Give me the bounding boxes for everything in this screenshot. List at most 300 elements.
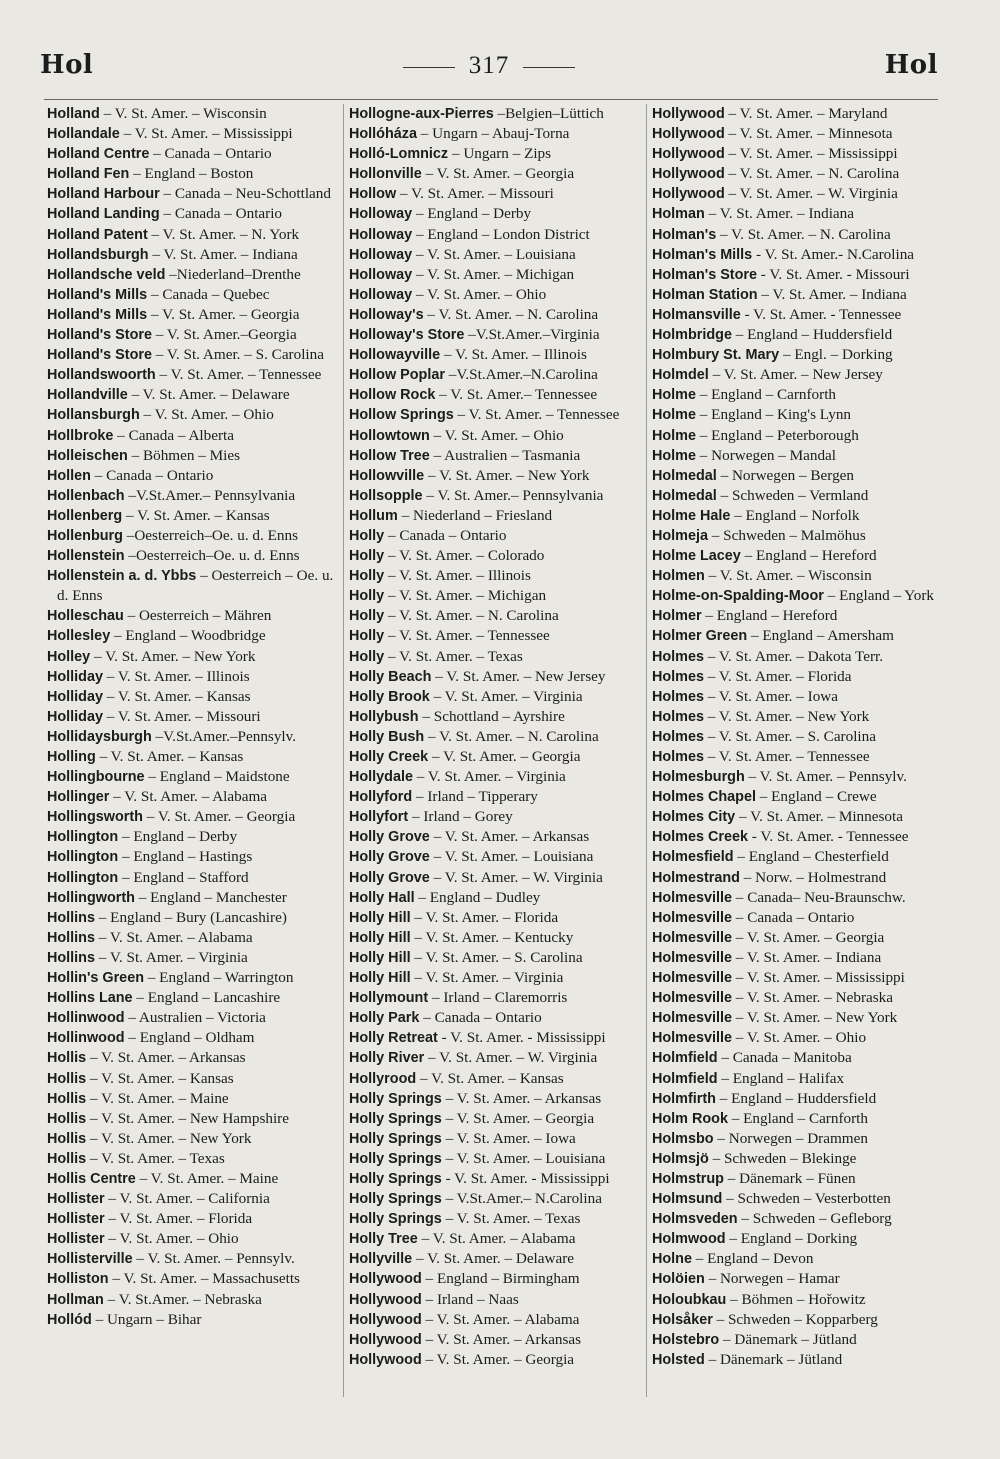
gazetteer-entry [349,426,645,446]
entry-location: – V. St. Amer. – Massachusetts [112,1270,300,1288]
entry-placename: Hollow Rock [349,387,436,404]
entry-placename: Holland Harbour [47,186,160,203]
entry-placename: Hollandswoorth [47,367,156,384]
entry-placename: Holmes [652,708,704,725]
entry-location: – V. St. Amer. – New York [707,707,870,725]
gazetteer-entry [349,245,645,265]
entry-location: – V. St. Amer. – Florida [414,908,559,926]
entry-placename: Holmer Green [652,628,748,645]
entry-placename: Hollód [47,1311,92,1328]
entry-location: - V. St. Amer. - Mississippi [441,1029,606,1047]
entry-placename: Holmes [652,648,704,665]
gazetteer-entry [652,1048,948,1068]
entry-location: – V. St. Amer. – Illinois [443,346,587,364]
gazetteer-entry [652,325,948,345]
entry-placename: Hollbroke [47,427,114,444]
gazetteer-entry [349,586,645,606]
entry-location: - V. St. Amer. - Tennessee [751,828,909,846]
entry-location: – Norwegen – Bergen [720,466,854,484]
entry-placename: Hollesley [47,628,111,645]
gazetteer-entry [349,687,645,707]
entry-placename: Holland's Store [47,327,152,344]
gazetteer-entry [47,385,343,405]
entry-placename: Hollisterville [47,1251,133,1268]
entry-placename: Holland [47,106,100,122]
entry-location: – V. St. Amer. – N. Carolina [387,607,559,625]
gazetteer-entry [349,1310,645,1330]
entry-location: – V. St. Amer. – Michigan [387,587,547,605]
gazetteer-entry [349,486,645,506]
gazetteer-entry [652,104,948,124]
gazetteer-entry [47,325,343,345]
gazetteer-entry [47,827,343,847]
entry-placename: Hollister [47,1231,105,1248]
entry-location: – England – Woodbridge [114,627,266,645]
entry-location: – Irland – Tipperary [415,788,538,806]
entry-location: – V. St. Amer. – Kansas [106,687,251,705]
entry-placename: Hollow Tree [349,447,430,464]
gazetteer-entry [47,466,343,486]
entry-placename: Hollywood [652,126,725,143]
entry-location: – England – Peterborough [699,426,859,444]
entry-location: – Schweden – Kopparberg [716,1310,878,1328]
entry-placename: Holmesville [652,970,732,987]
entry-location: – V. St. Amer. – Georgia [150,305,300,323]
gazetteer-entry [652,968,948,988]
entry-location: – V.St.Amer.– N.Carolina [445,1190,602,1208]
entry-location: - V. St. Amer.- N.Carolina [755,245,915,263]
entry-placename: Holly [349,527,385,544]
entry-location: –Belgien–Lüttich [497,105,604,122]
header-dash-left [403,67,455,68]
entry-placename: Hollenberg [47,507,123,524]
entry-location: – V. St. Amer. – Louisiana [445,1149,606,1167]
entry-placename: Hollandsche veld [47,266,166,283]
gazetteer-entry [349,1109,645,1129]
gazetteer-entry [47,1189,343,1209]
entry-placename: Holly Hill [349,909,411,926]
entry-placename: Holmansville [652,306,741,323]
gazetteer-entry [349,204,645,224]
entry-placename: Holmbury St. Mary [652,347,780,364]
gazetteer-entry [652,124,948,144]
entry-location: – V. St. Amer. – Arkansas [433,828,590,846]
entry-location: – Canada – Neu-Schottland [163,185,331,203]
entry-location: – England – Norfolk [734,506,860,524]
entry-placename: Holmes City [652,809,736,826]
entry-placename: Hollansburgh [47,407,140,424]
gazetteer-entry [349,847,645,867]
gazetteer-entry [47,787,343,807]
gazetteer-entry [652,566,948,586]
gazetteer-entry [349,647,645,667]
entry-placename: Hollis [47,1110,87,1127]
entry-location: – Canada – Alberta [117,426,234,444]
gazetteer-entry [349,1169,645,1189]
gazetteer-entry [349,807,645,827]
column-1 [47,104,343,1330]
entry-placename: Hollington [47,849,119,866]
entry-location: – Niederland – Friesland [401,506,553,524]
entry-location: – V. St. Amer. – Alabama [98,928,253,946]
entry-location: – Böhmen – Mies [131,446,240,464]
entry-placename: Holmes [652,688,704,705]
entry-placename: Hollandville [47,387,128,404]
entry-placename: Hollow [349,186,397,203]
entry-placename: Holloway [349,266,413,283]
entry-placename: Hollins [47,929,95,946]
gazetteer-entry [47,767,343,787]
entry-placename: Hollis [47,1050,87,1067]
gazetteer-entry [47,1048,343,1068]
entry-location: – V. St. Amer. – Pennsylv. [748,768,907,786]
gazetteer-entry [652,626,948,646]
entry-location: – Böhmen – Hořowitz [730,1290,866,1308]
entry-placename: Hollywood [349,1291,422,1308]
entry-placename: Holsted [652,1351,705,1368]
entry-location: – V. St. Amer. – Missouri [106,707,261,725]
entry-location: – V. St. Amer. – Indiana [735,948,882,966]
entry-location: – England – Maidstone [148,768,290,786]
entry-placename: Hollywood [652,146,725,163]
entry-placename: Holmes [652,668,704,685]
gazetteer-entry [652,1310,948,1330]
entry-placename: Hollandale [47,126,120,143]
entry-location: – V. St. Amer. – Georgia [431,748,581,765]
entry-placename: Holliston [47,1271,109,1288]
entry-location: – Canada – Ontario [735,908,855,926]
gazetteer-entry [652,385,948,405]
gazetteer-entry [652,1229,948,1249]
entry-location: – Engl. – Dorking [782,346,893,364]
entry-placename: Holló-Lomnicz [349,146,449,163]
gazetteer-entry [47,908,343,928]
entry-location: – V. St. Amer. – Ohio [143,406,274,424]
entry-location: – V. St. Amer. – New York [427,466,590,484]
gazetteer-entry [652,888,948,908]
entry-placename: Holloway's Store [349,327,465,344]
entry-location: – V. St. Amer. – New Jersey [435,667,606,685]
entry-location: – England – Warrington [147,969,294,987]
entry-location: – England – Bury (Lancashire) [98,908,287,926]
gazetteer-entry [652,546,948,566]
entry-placename: Hollyfort [349,809,409,826]
entry-location: – V. St. Amer. – Kansas [99,748,244,765]
gazetteer-entry [652,868,948,888]
entry-placename: Hollsopple [349,487,423,504]
entry-placename: Holly Springs [349,1170,442,1187]
entry-placename: Holmesville [652,949,732,966]
entry-placename: Holmfield [652,1050,718,1067]
entry-placename: Holly [349,628,385,645]
gazetteer-entry [349,827,645,847]
entry-placename: Holman's [652,226,717,243]
gazetteer-entry [47,305,343,325]
entry-location: – England – Crewe [759,788,877,806]
entry-location: – V. St. Amer. – Alabama [425,1310,580,1328]
entry-location: – V. St. Amer. – Virginia [414,969,564,987]
entry-placename: Hollingsworth [47,809,143,826]
gazetteer-entry [47,1129,343,1149]
gazetteer-entry [47,606,343,626]
entry-placename: Holmesville [652,909,732,926]
gazetteer-entry [652,265,948,285]
gazetteer-entry [349,948,645,968]
gazetteer-entry [349,1330,645,1350]
entry-placename: Holmsund [652,1191,723,1208]
entry-location: – V. St. Amer. – Maine [89,1089,229,1107]
entry-placename: Holly Beach [349,668,432,685]
entry-location: – V. St. Amer. – Minnesota [728,125,893,143]
entry-location: – V. St. Amer. – Pennsylv. [136,1250,295,1268]
gazetteer-entry [47,747,343,767]
entry-placename: Holly Springs [349,1090,442,1107]
gazetteer-entry [652,1149,948,1169]
entry-location: – V. St. Amer. – California [108,1190,270,1208]
entry-placename: Holne [652,1251,692,1268]
entry-placename: Holsåker [652,1311,713,1328]
entry-location: – V. St. Amer. – Texas [445,1210,581,1228]
gazetteer-entry [349,1229,645,1249]
gazetteer-entry [652,426,948,446]
entry-location: – V. St. Amer.– Pennsylvania [426,486,604,504]
gazetteer-entry [652,285,948,305]
header-rule [44,99,938,100]
entry-placename: Holmsjö [652,1150,709,1167]
entry-placename: Holly [349,568,385,585]
entry-location: – V. St. Amer. – Alabama [113,788,268,806]
entry-placename: Holme [652,447,696,464]
gazetteer-entry [652,164,948,184]
entry-placename: Holmstrup [652,1170,724,1187]
gazetteer-entry [349,626,645,646]
column-divider [343,104,344,1397]
gazetteer-entry [652,345,948,365]
entry-placename: Holmesville [652,1010,732,1027]
entry-placename: Holly Brook [349,688,430,705]
gazetteer-entry [349,1149,645,1169]
entry-placename: Holland Patent [47,226,148,243]
page-number: 317 [468,52,510,79]
gazetteer-entry [349,747,645,767]
entry-placename: Holmer [652,608,702,625]
gazetteer-entry [349,707,645,727]
entry-location: – Canada– Neu-Braunschw. [735,888,906,906]
gazetteer-entry [349,124,645,144]
gazetteer-entry [349,265,645,285]
entry-placename: Hollinger [47,789,110,806]
gazetteer-entry [47,807,343,827]
entry-location: – V. St. Amer. – Virginia [433,687,583,705]
entry-location: – England – Dudley [418,888,541,906]
gazetteer-entry [652,988,948,1008]
entry-placename: Holoubkau [652,1291,727,1308]
entry-placename: Holly Tree [349,1231,418,1248]
gazetteer-entry [349,184,645,204]
entry-placename: Holmes Creek [652,829,748,846]
entry-placename: Holöien [652,1271,705,1288]
entry-location: – England – London District [415,225,590,243]
gazetteer-entry [652,1129,948,1149]
gazetteer-entry [349,225,645,245]
entry-placename: Hollóháza [349,126,417,143]
entry-placename: Holland Fen [47,166,130,183]
entry-placename: Hollyford [349,789,413,806]
entry-placename: Holm Rook [652,1110,728,1127]
entry-placename: Holmsbo [652,1130,714,1147]
gazetteer-entry [47,1169,343,1189]
gazetteer-entry [349,787,645,807]
entry-location: – England – Oldham [128,1029,255,1047]
gazetteer-entry [349,727,645,747]
entry-placename: Hollister [47,1211,105,1228]
gazetteer-entry [349,1350,645,1370]
entry-location: – Canada – Ontario [94,466,214,484]
entry-placename: Holme [652,427,696,444]
entry-location: – V. St. Amer. – Virginia [98,948,248,966]
entry-location: – Dänemark – Jütland [722,1330,857,1348]
gazetteer-entry [47,405,343,425]
entry-location: – V. St. Amer. – Georgia [425,165,575,183]
gazetteer-entry [349,385,645,405]
entry-placename: Holling [47,749,96,765]
entry-location: – V. St. Amer. – Michigan [415,265,575,283]
gazetteer-entry [47,626,343,646]
entry-placename: Hollman [47,1291,104,1308]
entry-location: – Norwegen – Hamar [708,1270,840,1288]
gazetteer-entry [652,1269,948,1289]
entry-placename: Holleischen [47,447,128,464]
gazetteer-entry [47,526,343,546]
entry-placename: Holloway's [349,306,424,323]
entry-placename: Hollymount [349,990,429,1007]
entry-location: – England – Dorking [729,1230,858,1248]
entry-location: – Canada – Quebec [150,285,270,303]
entry-placename: Holly Hall [349,889,415,906]
gazetteer-entry [652,1089,948,1109]
header-dash-right [523,67,575,68]
entry-placename: Hollydale [349,769,413,786]
gazetteer-entry [47,1310,343,1330]
entry-placename: Holmes [652,749,704,765]
entry-placename: Hollingworth [47,889,135,906]
entry-location: – V. St. Amer. – W. Virginia [728,185,898,203]
gazetteer-entry [349,988,645,1008]
entry-placename: Hollenbach [47,487,125,504]
entry-location: – England – Amersham [750,627,894,645]
entry-placename: Holmesville [652,929,732,946]
gazetteer-entry [47,546,343,566]
entry-placename: Holly Springs [349,1191,442,1208]
entry-placename: Holmedal [652,467,717,484]
gazetteer-entry [349,1089,645,1109]
entry-location: – England – Manchester [138,888,287,906]
entry-location: – England – Hereford [744,547,877,565]
entry-location: – V. St. Amer. – New Jersey [712,366,883,384]
entry-placename: Holmsveden [652,1211,738,1228]
entry-location: – V. St. Amer. – Wisconsin [103,105,267,122]
entry-placename: Hollowville [349,467,425,484]
column-3 [652,104,948,1370]
gazetteer-entry [47,245,343,265]
gazetteer-entry [47,486,343,506]
entry-placename: Holme Lacey [652,548,741,565]
gazetteer-entry [652,1109,948,1129]
gazetteer-entry [349,767,645,787]
entry-location: – V. St. Amer. – Texas [89,1149,225,1167]
entry-location: – V. St. Amer. – Ohio [433,426,564,444]
entry-placename: Hollenstein [47,548,125,565]
gazetteer-entry [349,888,645,908]
entry-location: – V. St. Amer. – Kansas [89,1069,234,1087]
gazetteer-entry [652,727,948,747]
gazetteer-entry [349,405,645,425]
entry-location: – V. St. Amer. – Iowa [707,687,839,705]
entry-location: – Schweden – Vesterbotten [726,1190,891,1208]
gazetteer-entry [652,506,948,526]
entry-location: – V. St. Amer. – Delaware [415,1250,575,1268]
gazetteer-entry [652,184,948,204]
entry-placename: Hollins Lane [47,990,133,1007]
gazetteer-entry [47,365,343,385]
gazetteer-entry [652,1290,948,1310]
entry-placename: Hollis [47,1090,87,1107]
gazetteer-entry [652,144,948,164]
entry-location: – V. St. Amer. – N. Carolina [728,165,900,183]
gazetteer-entry [47,707,343,727]
entry-placename: Holloway [349,226,413,243]
entry-placename: Holliday [47,708,103,725]
entry-location: – V. St. Amer. – S. Carolina [155,346,324,364]
gazetteer-entry [652,928,948,948]
entry-location: – V. St. Amer.– Tennessee [439,386,598,404]
gazetteer-entry [349,1048,645,1068]
gazetteer-entry [47,104,343,124]
gazetteer-entry [652,948,948,968]
entry-location: – Irland – Claremorris [431,989,568,1007]
gazetteer-entry [652,1028,948,1048]
entry-placename: Holleschau [47,608,124,625]
gazetteer-entry [47,1229,343,1249]
entry-location: – V. St. Amer. – Georgia [735,928,885,946]
gazetteer-entry [349,928,645,948]
gazetteer-entry [652,787,948,807]
gazetteer-entry [47,265,343,285]
entry-placename: Holliday [47,668,103,685]
entry-placename: Holmestrand [652,869,740,886]
entry-placename: Holmesfield [652,849,734,866]
gazetteer-entry [652,847,948,867]
entry-location: – V. St. Amer. – Ohio [108,1230,239,1248]
gazetteer-entry [652,807,948,827]
entry-location: – V. St. Amer. – N. Carolina [427,305,599,323]
entry-placename: Holstebro [652,1331,720,1348]
gazetteer-entry [349,285,645,305]
entry-placename: Holmedal [652,487,717,504]
entry-placename: Hollis Centre [47,1170,136,1187]
entry-placename: Hollow Springs [349,407,454,424]
gazetteer-entry [47,647,343,667]
gazetteer-entry [349,104,645,124]
entry-placename: Holly Springs [349,1130,442,1147]
entry-location: – V. St. Amer. – Tennessee [707,748,870,765]
entry-location: – V. St. Amer. – Wisconsin [708,567,872,585]
entry-placename: Hollonville [349,166,422,183]
entry-placename: Holly Park [349,1010,420,1027]
entry-location: – V. St. Amer. – New York [735,1009,898,1027]
gazetteer-entry [47,124,343,144]
entry-location: - V. St. Amer. - Mississippi [445,1169,610,1187]
